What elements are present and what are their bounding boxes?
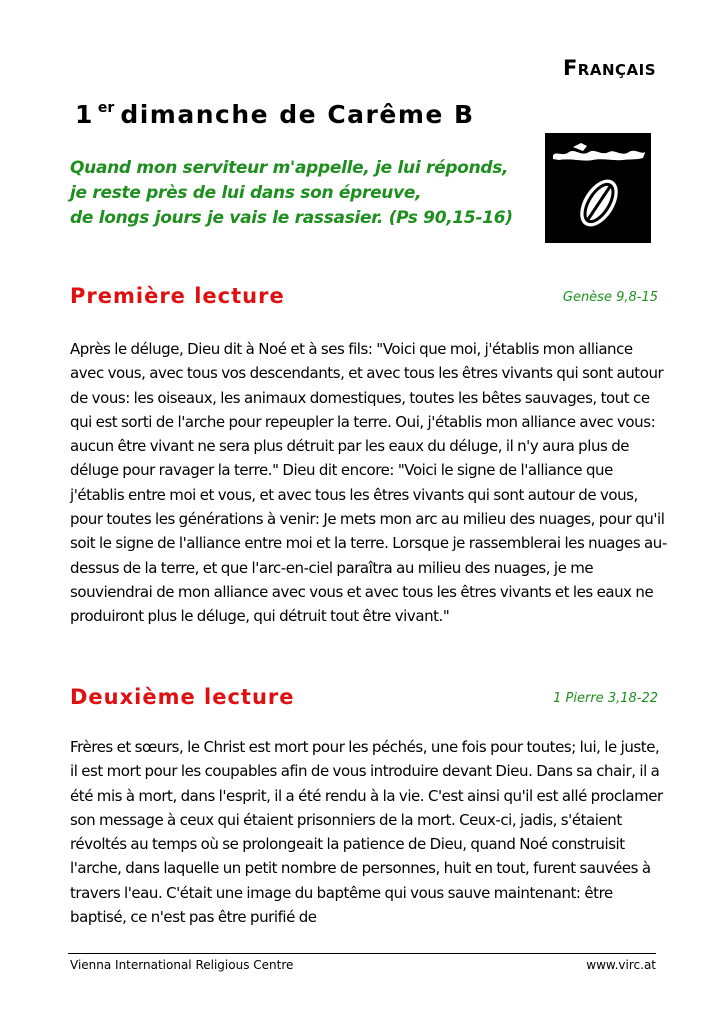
antiphon-line: Quand mon serviteur m'appelle, je lui réponds, — [70, 158, 509, 178]
footer-organization: Vienna International Religious Centre — [70, 958, 294, 972]
page-title — [75, 100, 475, 129]
footer-divider — [68, 953, 656, 954]
footer-website: www.virc.at — [586, 958, 656, 972]
entrance-antiphon — [70, 156, 520, 231]
title-superscript: er — [97, 100, 115, 116]
first-reading-text: Après le déluge, Dieu dit à Noé et à ses fils: "Voici que moi, j'établis mon alliance avec vous, avec tous vos descendants, et avec tous les êtres vivants qui sont autour de vous: les oiseaux, les animaux domestiques, toutes les bêtes sauvages, tout ce qui est sorti de l'arche pour repeupler la terre. Oui, j'établis mon alliance avec vous: aucun être vivant ne sera plus détruit par les eaux du déluge, il n'y aura plus de déluge pour ravager la terre." Dieu dit encore: "Voici le signe de l'alliance que j'établis entre moi et vous, et avec tous les êtres vivants qui sont autour de vous, pour toutes les générations à venir: Je mets mon arc au milieu des nuages, pour qu'il soit le signe de l'alliance entre moi et la terre. Lorsque je rassemblerai les nuages au-dessus de la terre, et que l'arc-en-ciel paraîtra au milieu des nuages, je me souviendrai de mon alliance avec vous et avec tous les êtres vivants et les eaux ne produiront plus le déluge, qui détruit tout être vivant." — [70, 340, 667, 626]
seed-icon — [543, 133, 653, 243]
first-reading-heading: Première lecture — [70, 284, 285, 308]
first-reading-reference: Genèse 9,8-15 — [562, 290, 658, 305]
title-text: dimanche de Carême B — [120, 100, 475, 129]
antiphon-line: je reste près de lui dans son épreuve, — [70, 183, 422, 203]
title-number: 1 — [75, 100, 94, 129]
second-reading-reference: 1 Pierre 3,18-22 — [553, 691, 658, 706]
second-reading-heading: Deuxième lecture — [70, 685, 295, 709]
antiphon-line: de longs jours je vais le rassasier. (Ps 90,15-16) — [70, 208, 513, 228]
second-reading-text: Frères et sœurs, le Christ est mort pour les péchés, une fois pour toutes; lui, le juste, il est mort pour les coupables afin de vous introduire devant Dieu. Dans sa chair, il a été mis à mort, dans l'esprit, il a été rendu à la vie. C'est ainsi qu'il est allé proclamer son message à ceux qui étaient prisonniers de la mort. Ceux-ci, jadis, s'étaient révoltés au temps où se prolongeait la patience de Dieu, quand Noé construisit l'arche, dans laquelle un petit nombre de personnes, huit en tout, furent sauvées à travers l'eau. C'était une image du baptême qui vous sauve maintenant: être baptisé, ce n'est pas être purifié de — [70, 738, 663, 927]
language-label: Français — [562, 56, 656, 80]
first-reading-header — [70, 284, 658, 314]
second-reading-header — [70, 685, 658, 715]
